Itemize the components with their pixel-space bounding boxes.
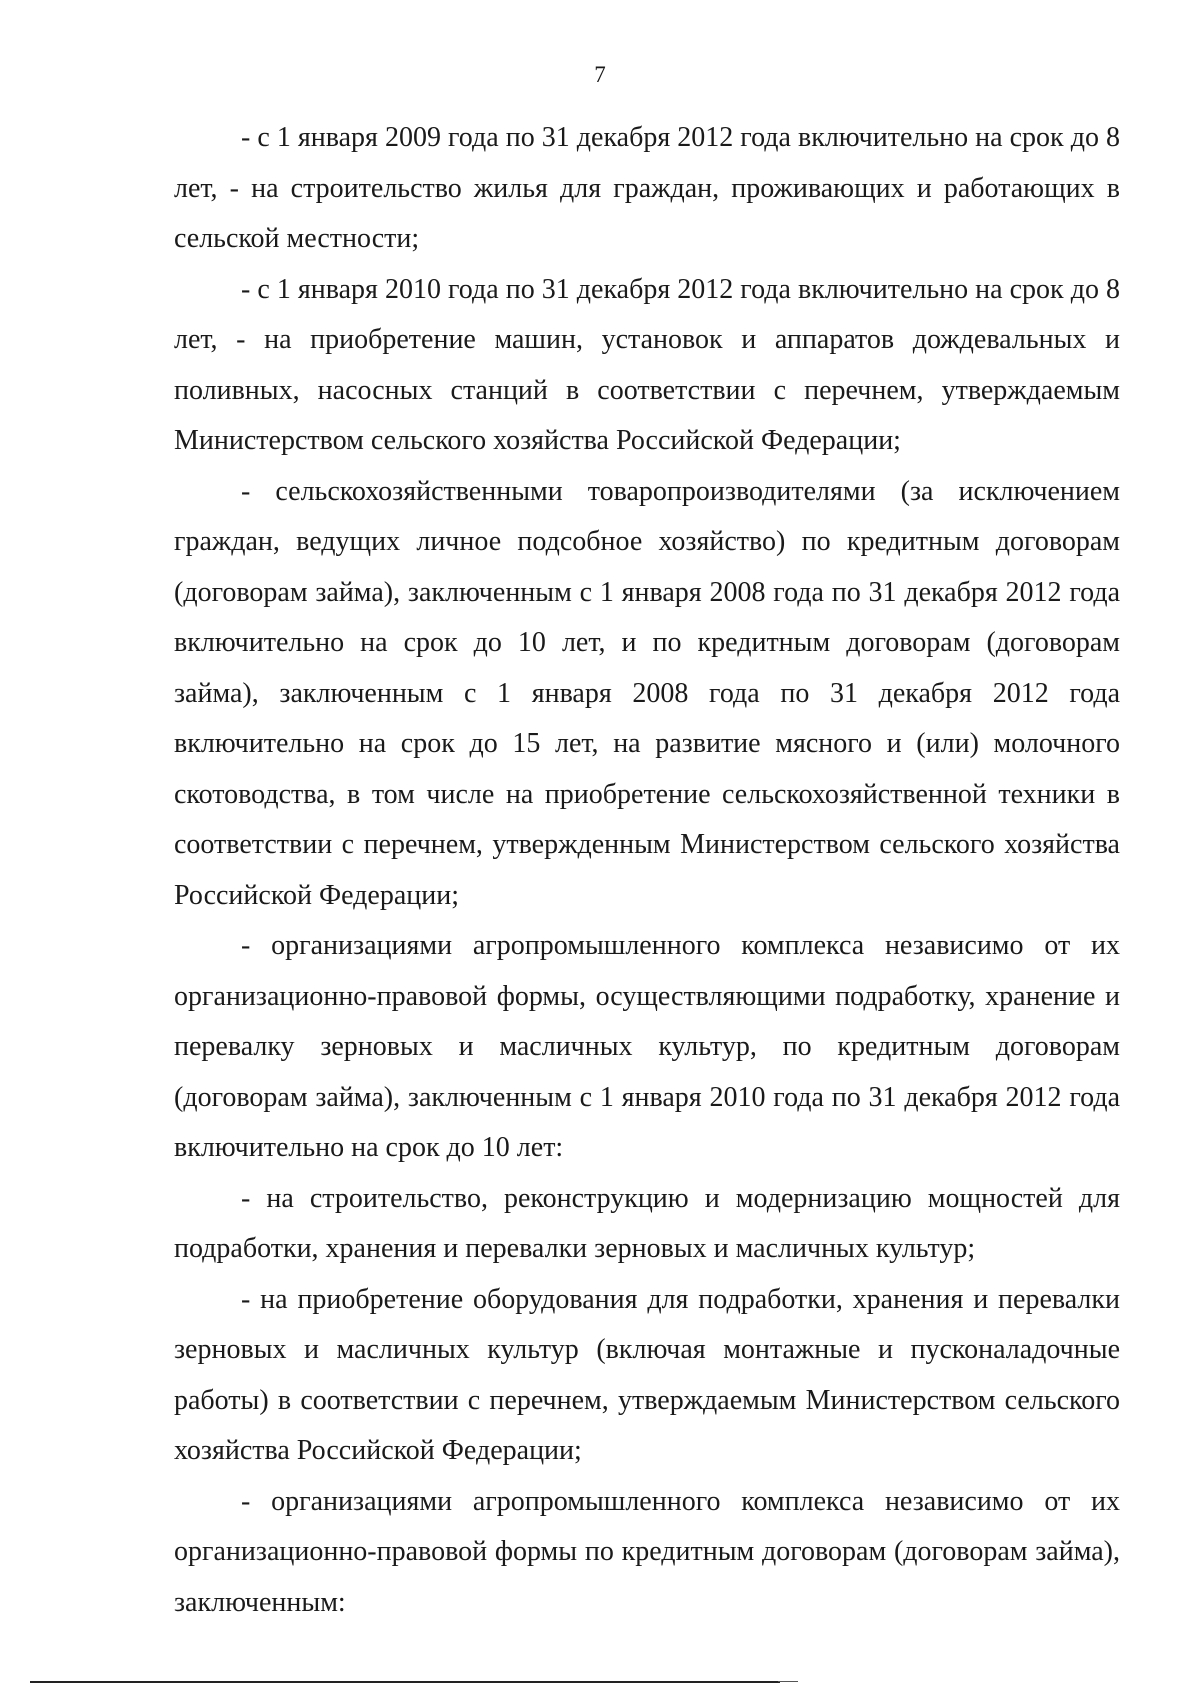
- paragraph-equipment-purchase: - на приобретение оборудования для подработки, хранения и перевалки зерновых и масличных культур (включая монтажные и пусконаладочные работы) в соответствии с перечнем, утверждаемым Министерством сельского хозяйства Российской Федерации;: [174, 1283, 1120, 1466]
- paragraph-grain-organizations: - организациями агропромышленного комплекса независимо от их организационно-правовой формы, осуществляющими подработку, хранение и перевалку зерновых и масличных культур, по кредитным договорам (договорам займа), заключенным с 1 января 2010 года по 31 декабря 2012 года включительно на срок до 10 лет:: [174, 930, 1120, 1163]
- document-body: [174, 113, 1120, 1628]
- paragraph-irrigation-equipment: - с 1 января 2010 года по 31 декабря 2012 года включительно на срок до 8 лет, - на приобретение машин, установок и аппаратов дождевальных и поливных, насосных станций в соответствии с перечнем, утверждаемым Министерством сельского хозяйства Российской Федерации;: [174, 273, 1120, 456]
- footer-rule: [30, 1681, 780, 1683]
- paragraph-agroindustrial-organizations: - организациями агропромышленного комплекса независимо от их организационно-правовой формы по кредитным договорам (договорам займа), заключенным:: [174, 1485, 1120, 1618]
- footer-rule-stub: [778, 1681, 798, 1682]
- paragraph-construction-capacities: - на строительство, реконструкцию и модернизацию мощностей для подработки, хранения и перевалки зерновых и масличных культур;: [174, 1182, 1120, 1264]
- page-number: 7: [594, 62, 606, 87]
- paragraph-housing-loans: - с 1 января 2009 года по 31 декабря 2012 года включительно на срок до 8 лет, - на строительство жилья для граждан, проживающих и работающих в сельской местности;: [174, 122, 1120, 254]
- paragraph-agricultural-producers: - сельскохозяйственными товаропроизводителями (за исключением граждан, ведущих личное подсобное хозяйство) по кредитным договорам (договорам займа), заключенным с 1 января 2008 года по 31 декабря 2012 года включительно на срок до 10 лет, и по кредитным договорам (договорам займа), заключенным с 1 января 2008 года по 31 декабря 2012 года включительно на срок до 15 лет, на развитие мясного и (или) молочного скотоводства, в том числе на приобретение сельскохозяйственной техники в соответствии с перечнем, утвержденным Министерством сельского хозяйства Российской Федерации;: [174, 475, 1120, 911]
